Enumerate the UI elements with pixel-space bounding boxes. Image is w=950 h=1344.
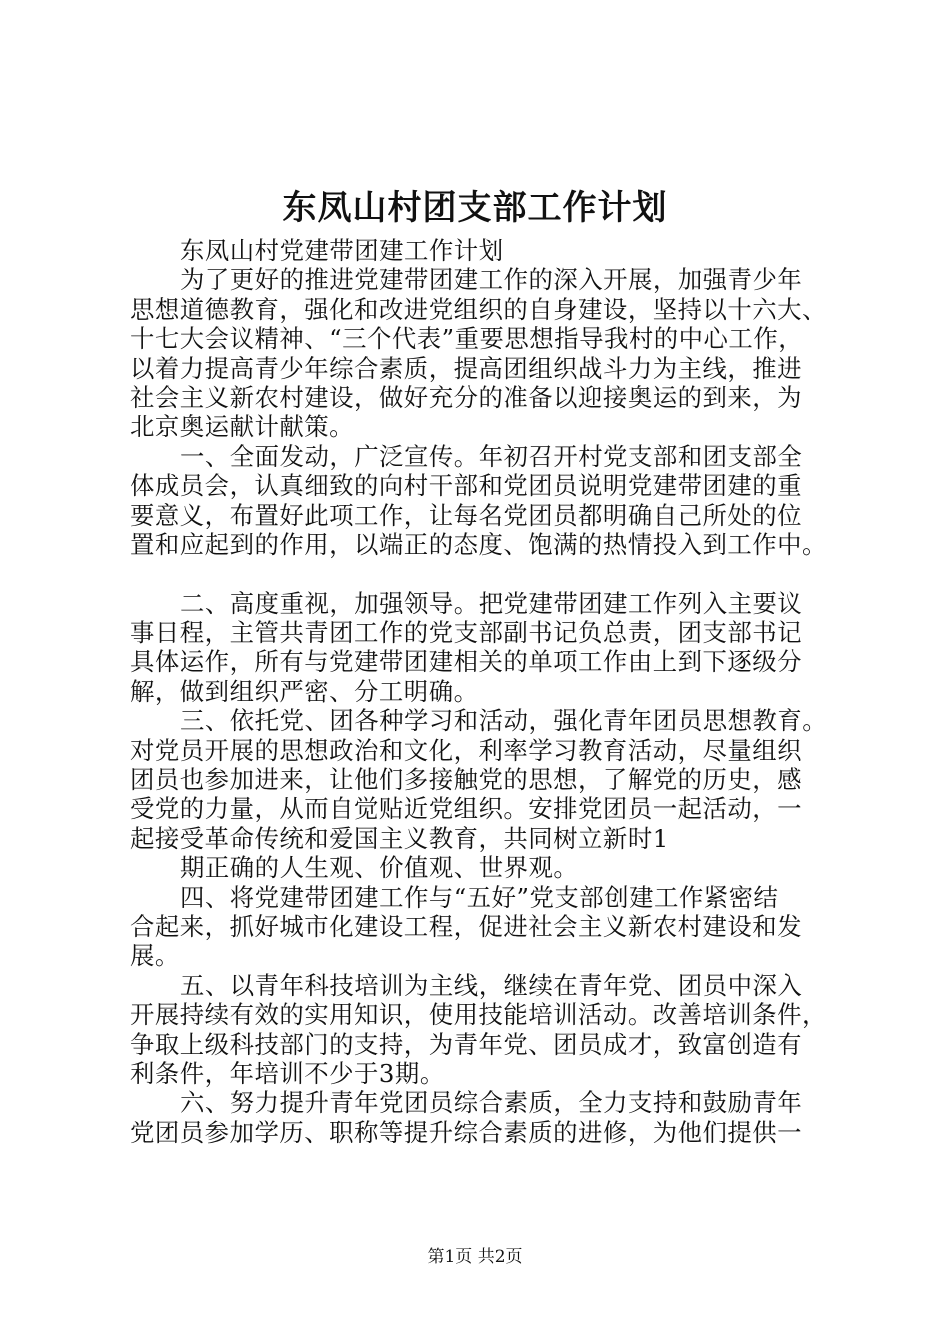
text-line: 六、努力提升青年党团员综合素质，全力支持和鼓励青年 — [180, 1088, 803, 1118]
text-line: 社会主义新农村建设，做好充分的准备以迎接奥运的到来，为 — [130, 382, 803, 412]
text-line: 期正确的人生观、价值观、世界观。 — [180, 853, 579, 883]
text-line: 置和应起到的作用，以端正的态度、饱满的热情投入到工作中。 — [130, 529, 827, 559]
text-line: 具体运作，所有与党建带团建相关的单项工作由上到下逐级分 — [130, 647, 803, 677]
text-line: 展。 — [130, 941, 180, 971]
text-line: 争取上级科技部门的支持，为青年党、团员成才，致富创造有 — [130, 1029, 803, 1059]
page-title: 东凤山村团支部工作计划 — [282, 188, 668, 228]
text-line: 思想道德教育，强化和改进党组织的自身建设，坚持以十六大、 — [130, 294, 827, 324]
text-line: 四、将党建带团建工作与“五好”党支部创建工作紧密结 — [180, 882, 779, 912]
text-line: 合起来，抓好城市化建设工程，促进社会主义新农村建设和发 — [130, 911, 803, 941]
text-line: 要意义，布置好此项工作，让每名党团员都明确自己所处的位 — [130, 500, 803, 530]
text-line: 体成员会，认真细致的向村干部和党团员说明党建带团建的重 — [130, 471, 803, 501]
text-line: 为了更好的推进党建带团建工作的深入开展，加强青少年 — [180, 265, 803, 295]
text-line: 北京奥运献计献策。 — [130, 412, 355, 442]
text-line: 以着力提高青少年综合素质，提高团组织战斗力为主线，推进 — [130, 353, 803, 383]
text-line: 团员也参加进来，让他们多接触党的思想，了解党的历史，感 — [130, 765, 803, 795]
text-line: 二、高度重视，加强领导。把党建带团建工作列入主要议 — [180, 588, 803, 618]
text-line: 一、全面发动，广泛宣传。年初召开村党支部和团支部全 — [180, 441, 803, 471]
text-line: 解，做到组织严密、分工明确。 — [130, 676, 479, 706]
text-line: 利条件，年培训不少于3期。 — [130, 1058, 445, 1088]
document-body — [130, 236, 830, 1147]
text-line: 受党的力量，从而自觉贴近党组织。安排党团员一起活动，一 — [130, 794, 803, 824]
text-line: 东凤山村党建带团建工作计划 — [180, 236, 504, 265]
blank-line — [130, 559, 830, 588]
text-line: 起接受革命传统和爱国主义教育，共同树立新时1 — [130, 823, 669, 853]
text-line: 开展持续有效的实用知识，使用技能培训活动。改善培训条件， — [130, 1000, 827, 1030]
text-line: 对党员开展的思想政治和文化，利率学习教育活动，尽量组织 — [130, 735, 803, 765]
text-line: 三、依托党、团各种学习和活动，强化青年团员思想教育。 — [180, 706, 828, 736]
text-line: 事日程，主管共青团工作的党支部副书记负总责，团支部书记 — [130, 618, 803, 648]
text-line: 党团员参加学历、职称等提升综合素质的进修，为他们提供一 — [130, 1117, 803, 1147]
text-line: 五、以青年科技培训为主线，继续在青年党、团员中深入 — [180, 970, 803, 1000]
page-number: 第1页 共2页 — [427, 1247, 523, 1267]
text-line: 十七大会议精神、“三个代表”重要思想指导我村的中心工作， — [130, 324, 804, 354]
